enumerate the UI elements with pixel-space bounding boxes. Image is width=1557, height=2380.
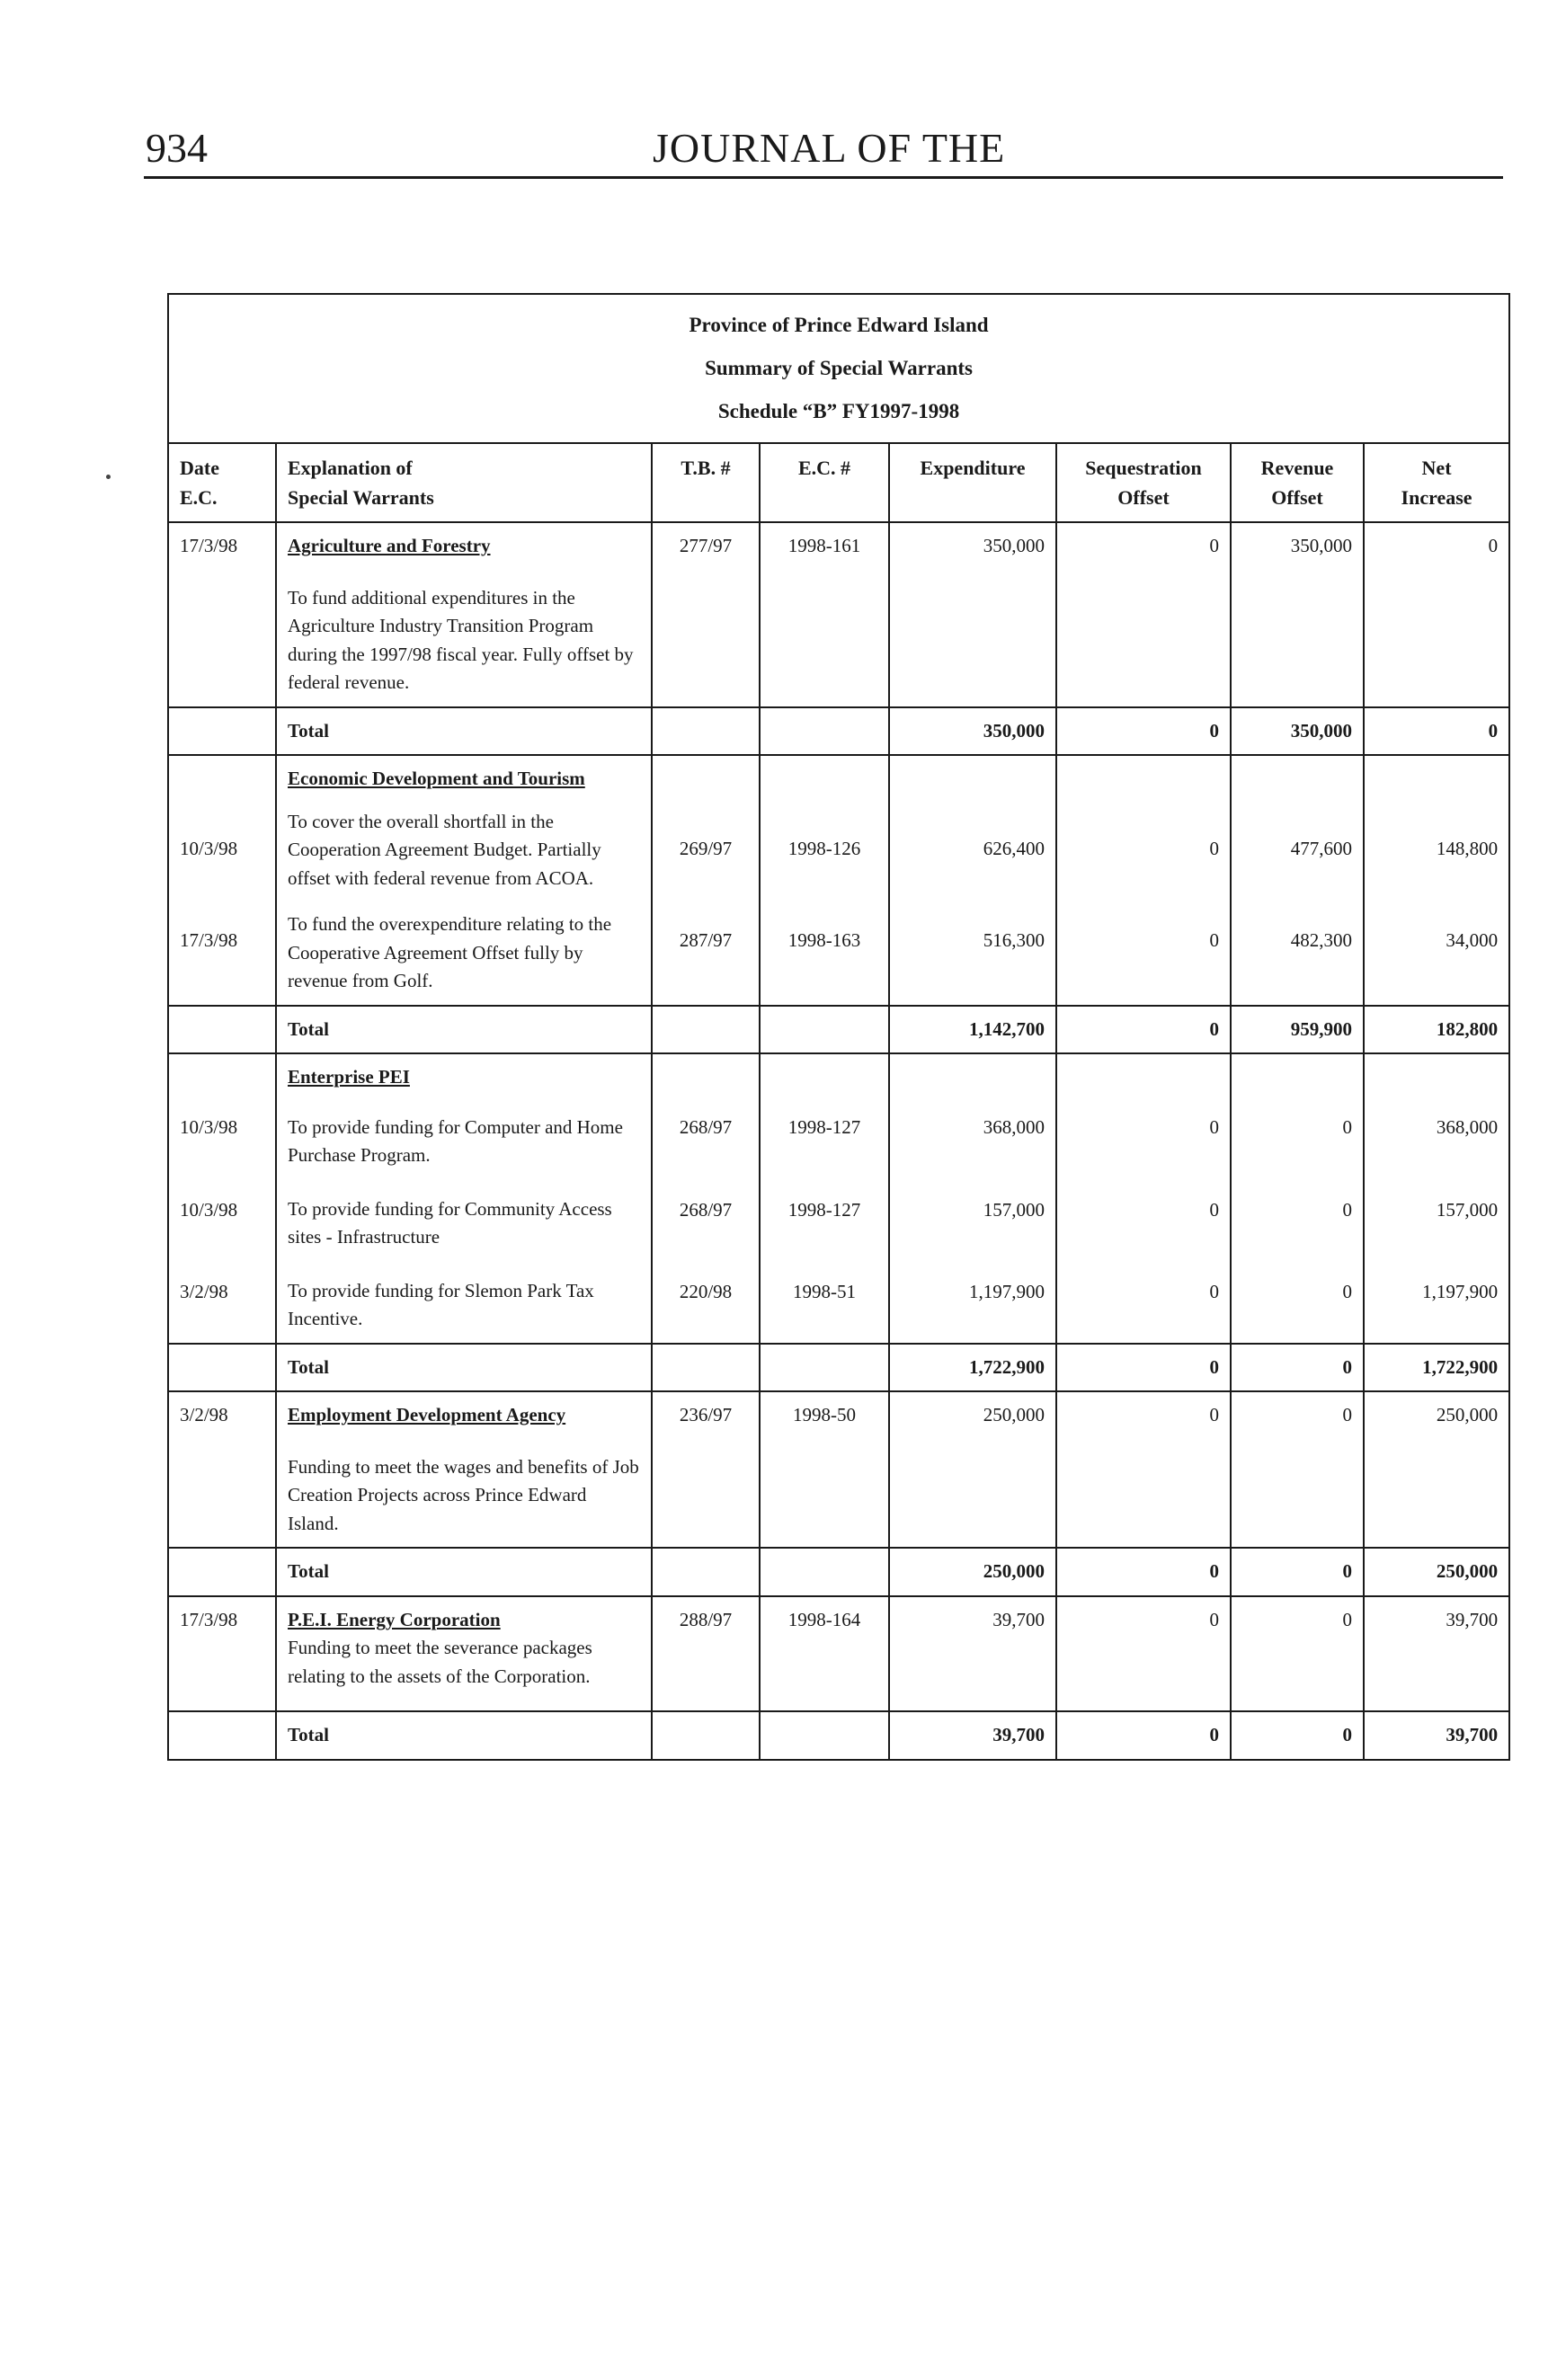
section-title: Agriculture and Forestry	[288, 535, 491, 556]
expenditure-cell: 626,400 516,300	[889, 755, 1056, 1006]
total-net: 39,700	[1364, 1711, 1509, 1760]
net-cell: 39,700	[1364, 1596, 1509, 1712]
page-number: 934	[146, 125, 208, 171]
total-net: 0	[1364, 707, 1509, 756]
date-cell: 10/3/98 17/3/98	[168, 755, 276, 1006]
ec-cell: 1998-161	[760, 522, 889, 707]
ec-cell: 1998-50	[760, 1391, 889, 1548]
caption-province: Province of Prince Edward Island	[689, 314, 989, 336]
expenditure-cell: 368,000 157,000 1,197,900	[889, 1053, 1056, 1344]
table-row	[168, 1391, 1509, 1548]
total-net: 1,722,900	[1364, 1344, 1509, 1392]
net-cell: 0	[1364, 522, 1509, 707]
col-tb: T.B. #	[652, 443, 760, 522]
table-row	[168, 522, 1509, 707]
total-label: Total	[276, 1711, 652, 1760]
total-expenditure: 350,000	[889, 707, 1056, 756]
revenue-cell: 0	[1231, 1596, 1364, 1712]
total-revenue: 959,900	[1231, 1006, 1364, 1054]
col-explanation: Explanation of Special Warrants	[276, 443, 652, 522]
total-revenue: 0	[1231, 1711, 1364, 1760]
tb-cell: 236/97	[652, 1391, 760, 1548]
total-row	[168, 707, 1509, 756]
expenditure-cell: 350,000	[889, 522, 1056, 707]
warrant-description: To cover the overall shortfall in the Cooperation Agreement Budget. Partially offset with federal revenue from ACOA.	[288, 810, 601, 889]
total-row	[168, 1344, 1509, 1392]
warrant-description: To provide funding for Slemon Park Tax Incentive.	[288, 1279, 594, 1329]
warrant-description: Funding to meet the severance packages relating to the assets of the Corporation.	[288, 1637, 592, 1687]
table-row	[168, 755, 1509, 1006]
revenue-cell: 0	[1231, 1391, 1364, 1548]
warrant-description: Funding to meet the wages and benefits of Job Creation Projects across Prince Edward Island.	[288, 1455, 639, 1534]
table-caption	[168, 294, 1509, 443]
total-revenue: 350,000	[1231, 707, 1364, 756]
total-revenue: 0	[1231, 1344, 1364, 1392]
page-header	[144, 124, 1503, 179]
date-cell: 10/3/98 10/3/98 3/2/98	[168, 1053, 276, 1344]
total-net: 182,800	[1364, 1006, 1509, 1054]
col-date: Date E.C.	[168, 443, 276, 522]
total-expenditure: 250,000	[889, 1548, 1056, 1596]
ec-cell: 1998-127 1998-127 1998-51	[760, 1053, 889, 1344]
total-row	[168, 1711, 1509, 1760]
total-revenue: 0	[1231, 1548, 1364, 1596]
revenue-cell: 350,000	[1231, 522, 1364, 707]
ec-cell: 1998-164	[760, 1596, 889, 1712]
net-cell: 148,800 34,000	[1364, 755, 1509, 1006]
tb-cell: 268/97 268/97 220/98	[652, 1053, 760, 1344]
total-sequestration: 0	[1056, 1548, 1231, 1596]
total-sequestration: 0	[1056, 1711, 1231, 1760]
explanation-cell	[276, 755, 652, 1006]
ec-cell: 1998-126 1998-163	[760, 755, 889, 1006]
col-revenue: Revenue Offset	[1231, 443, 1364, 522]
warrant-description: To provide funding for Community Access sites - Infrastructure	[288, 1197, 612, 1248]
special-warrants-table	[167, 293, 1510, 1761]
table-row	[168, 1596, 1509, 1712]
column-header-row	[168, 443, 1509, 522]
sequestration-cell: 0 0	[1056, 755, 1231, 1006]
total-label: Total	[276, 1344, 652, 1392]
tb-cell: 269/97 287/97	[652, 755, 760, 1006]
section-title: Economic Development and Tourism	[288, 768, 585, 789]
revenue-cell: 0 0 0	[1231, 1053, 1364, 1344]
warrant-description: To fund the overexpenditure relating to the Cooperative Agreement Offset fully by revenue from Golf.	[288, 913, 612, 991]
sequestration-cell: 0	[1056, 1596, 1231, 1712]
running-title: JOURNAL OF THE	[653, 125, 1006, 171]
caption-summary: Summary of Special Warrants	[705, 357, 973, 379]
col-net: Net Increase	[1364, 443, 1509, 522]
section-title: Employment Development Agency	[288, 1404, 566, 1425]
explanation-cell	[276, 522, 652, 707]
caption-schedule: Schedule “B” FY1997-1998	[717, 400, 960, 422]
explanation-cell	[276, 1596, 652, 1712]
table-row	[168, 1053, 1509, 1344]
total-sequestration: 0	[1056, 1006, 1231, 1054]
total-label: Total	[276, 1548, 652, 1596]
expenditure-cell: 39,700	[889, 1596, 1056, 1712]
sequestration-cell: 0 0 0	[1056, 1053, 1231, 1344]
total-expenditure: 39,700	[889, 1711, 1056, 1760]
net-cell: 368,000 157,000 1,197,900	[1364, 1053, 1509, 1344]
total-label: Total	[276, 1006, 652, 1054]
col-ec: E.C. #	[760, 443, 889, 522]
section-title: P.E.I. Energy Corporation	[288, 1608, 501, 1630]
total-row	[168, 1548, 1509, 1596]
date-cell: 3/2/98	[168, 1391, 276, 1548]
total-sequestration: 0	[1056, 1344, 1231, 1392]
total-expenditure: 1,142,700	[889, 1006, 1056, 1054]
sequestration-cell: 0	[1056, 1391, 1231, 1548]
tb-cell: 288/97	[652, 1596, 760, 1712]
margin-dot	[106, 475, 111, 479]
total-expenditure: 1,722,900	[889, 1344, 1056, 1392]
col-expenditure: Expenditure	[889, 443, 1056, 522]
date-cell: 17/3/98	[168, 1596, 276, 1712]
total-sequestration: 0	[1056, 707, 1231, 756]
warrant-description: To provide funding for Computer and Home Purchase Program.	[288, 1115, 623, 1166]
expenditure-cell: 250,000	[889, 1391, 1056, 1548]
explanation-cell	[276, 1391, 652, 1548]
warrant-description: To fund additional expenditures in the Agriculture Industry Transition Program during the 1997/98 fiscal year. Fully offset by federal revenue.	[288, 586, 634, 693]
net-cell: 250,000	[1364, 1391, 1509, 1548]
total-label: Total	[276, 707, 652, 756]
tb-cell: 277/97	[652, 522, 760, 707]
revenue-cell: 477,600 482,300	[1231, 755, 1364, 1006]
sequestration-cell: 0	[1056, 522, 1231, 707]
section-title: Enterprise PEI	[288, 1066, 410, 1088]
total-row	[168, 1006, 1509, 1054]
col-sequestration: Sequestration Offset	[1056, 443, 1231, 522]
total-net: 250,000	[1364, 1548, 1509, 1596]
explanation-cell	[276, 1053, 652, 1344]
date-cell: 17/3/98	[168, 522, 276, 707]
